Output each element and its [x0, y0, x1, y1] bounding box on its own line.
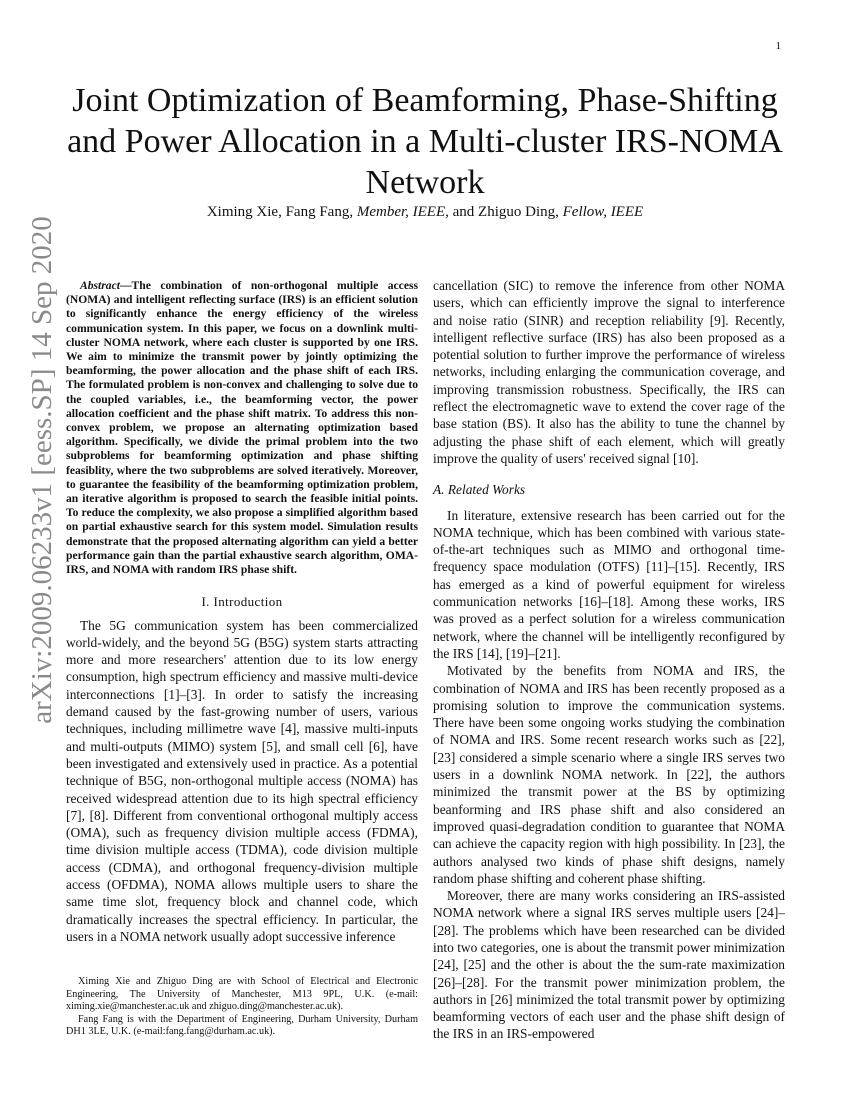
footnote-1: Ximing Xie and Zhiguo Ding are with School of Electrical and Electronic Engineering, The University of Manchester, M13 9PL, U.K. (e-mail: ximing.xie@manchester.ac.uk and zhiguo.ding@manchester.ac.uk). [66, 976, 418, 1013]
related-works-paragraph-2: Motivated by the benefits from NOMA and IRS, the combination of NOMA and IRS has been recently proposed as a promising solution to improve the communication systems. There have been some ongoing works studying the combination of NOMA and IRS. Some recent research works such as [22], [23] considered a simple scenario where a single IRS serves two users in a downlink NOMA network. In [22], the authors minimized the transmit power at the BS by optimizing beanforming and IRS phase shift and also considered an improved quasi-degradation condition to guarantee that NOMA can achieve the capacity region with high possibility. In [23], the authors analysed two kinds of phase shift designs, namely random phase shifting and coherent phase shifting. [433, 663, 785, 886]
page-number: 1 [775, 40, 781, 52]
author-names-1: Ximing Xie, Fang Fang, [206, 204, 357, 220]
left-column [66, 279, 418, 945]
arxiv-stamp: arXiv:2009.06233v1 [eess.SP] 14 Sep 2020 [26, 216, 58, 724]
intro-paragraph-1-continued: cancellation (SIC) to remove the inference from other NOMA users, which can efficiently improve the signal to interference and noise ratio (SINR) and reception reliability [9]. Recently, intelligent reflective surface (IRS) has also been proposed as a potential solution to further improve the performance of wireless networks, including enlarging the communication coverage, and improving transmission robustness. Specifically, the IRS can reflect the electromagnetic wave to extend the cover rage of the base station (BS). It also has the ability to tune the channel by adjusting the phase shift of each element, which will greatly improve the quality of users' received signal [10]. [433, 278, 785, 466]
right-column [433, 277, 785, 1043]
author-role-2: Fellow, IEEE [562, 204, 644, 220]
related-works-paragraph-3: Moreover, there are many works considering an IRS-assisted NOMA network where a signal IRS serves multiple users [24]–[28]. The problems which have been researched can be divided into two categories, one is about the transmit power minimization [24], [25] and the other is about the the sum-rate maximization [26]–[28]. For the transmit power minimization problem, the authors in [26] minimized the total transmit power by optimizing beamforming vectors of each user and the phase shift design of the IRS in an IRS-empowered [433, 888, 785, 1042]
intro-paragraph-1: The 5G communication system has been commercialized world-widely, and the beyond 5G (B5G) system starts attracting more and more researchers' attention due to its low energy consumption, high spectrum efficiency and massive multi-device interconnections [1]–[3]. In order to satisfy the increasing demand caused by the fast-growing number of users, various techniques, including millimetre wave [4], massive multi-inputs and multi-outputs (MIMO) system [5], and small cell [6], have been investigated and extensively used in practice. As a potential technique of B5G, non-orthogonal multiple access (NOMA) has received widespread attention due to its high spectral efficiency [7], [8]. Different from conventional orthogonal multiply access (OMA), such as frequency division multiple access (FDMA), time division multiple access (TDMA), code division multiple access (CDMA), and orthogonal frequency-division multiple access (OFDMA), NOMA allows multiple users to share the same time slot, frequency block and channel code, which dramatically increases the spectral efficiency. In particular, the users in a NOMA network usually adopt successive inference [66, 617, 418, 944]
subsection-heading-related-works: A. Related Works [433, 482, 526, 498]
related-works-paragraph-1: In literature, extensive research has been carried out for the NOMA technique, which has been combined with various state-of-the-art techniques such as MIMO and orthogonal time-frequency space modulation (OTFS) [11]–[15]. Recently, IRS has emerged as a kind of powerful equipment for wireless communication networks [16]–[18]. Among these works, IRS was proved as a perfect solution for a wireless communication network, where the channel will be intelligently reconfigured by the IRS [14], [19]–[21]. [433, 507, 785, 661]
footnotes [66, 976, 418, 1039]
abstract [66, 279, 418, 577]
section-heading-introduction: I. Introduction [201, 594, 283, 610]
footnote-2: Fang Fang is with the Department of Engineering, Durham University, Durham DH1 3LE, U.K. (e-mail:fang.fang@durham.ac.uk). [66, 1013, 418, 1038]
author-role-1: Member, IEEE [356, 204, 446, 220]
author-line [60, 204, 790, 221]
abstract-text: —The combination of non-orthogonal multiple access (NOMA) and intelligent reflecting surface (IRS) is an efficient solution to significantly enhance the energy efficiency of the wireless communication system. In this paper, we focus on a downlink multi-cluster NOMA network, where each cluster is supported by one IRS. We aim to minimize the transmit power by jointly optimizing the beamforming, the power allocation and the phase shift of each IRS. The formulated problem is non-convex and challenging to solve due to the coupled variables, i.e., the beamforming vector, the power allocation coefficient and the phase shift matrix. To address this non-convex problem, we propose an alternating optimization based algorithm. Specifically, we divide the primal problem into the two subproblems for beamforming optimization and phase shifting feasiblity, where the two subproblems are solved iteratively. Moreover, to guarantee the feasibility of the beamforming optimization problem, an iterative algorithm is proposed to search the feasible initial points. To reduce the complexity, we also propose a simplified algorithm based on partial exhaustive search for this system model. Simulation results demonstrate that the proposed alternating algorithm can yield a better performance gain than the partial exhaustive search algorithm, OMA-IRS, and NOMA with random IRS phase shift. [66, 279, 418, 577]
author-names-2: , and Zhiguo Ding, [445, 204, 563, 220]
paper-title: Joint Optimization of Beamforming, Phase-Shifting and Power Allocation in a Multi-cluster IRS-NOMA Network [67, 82, 783, 201]
abstract-label: Abstract [80, 279, 120, 292]
